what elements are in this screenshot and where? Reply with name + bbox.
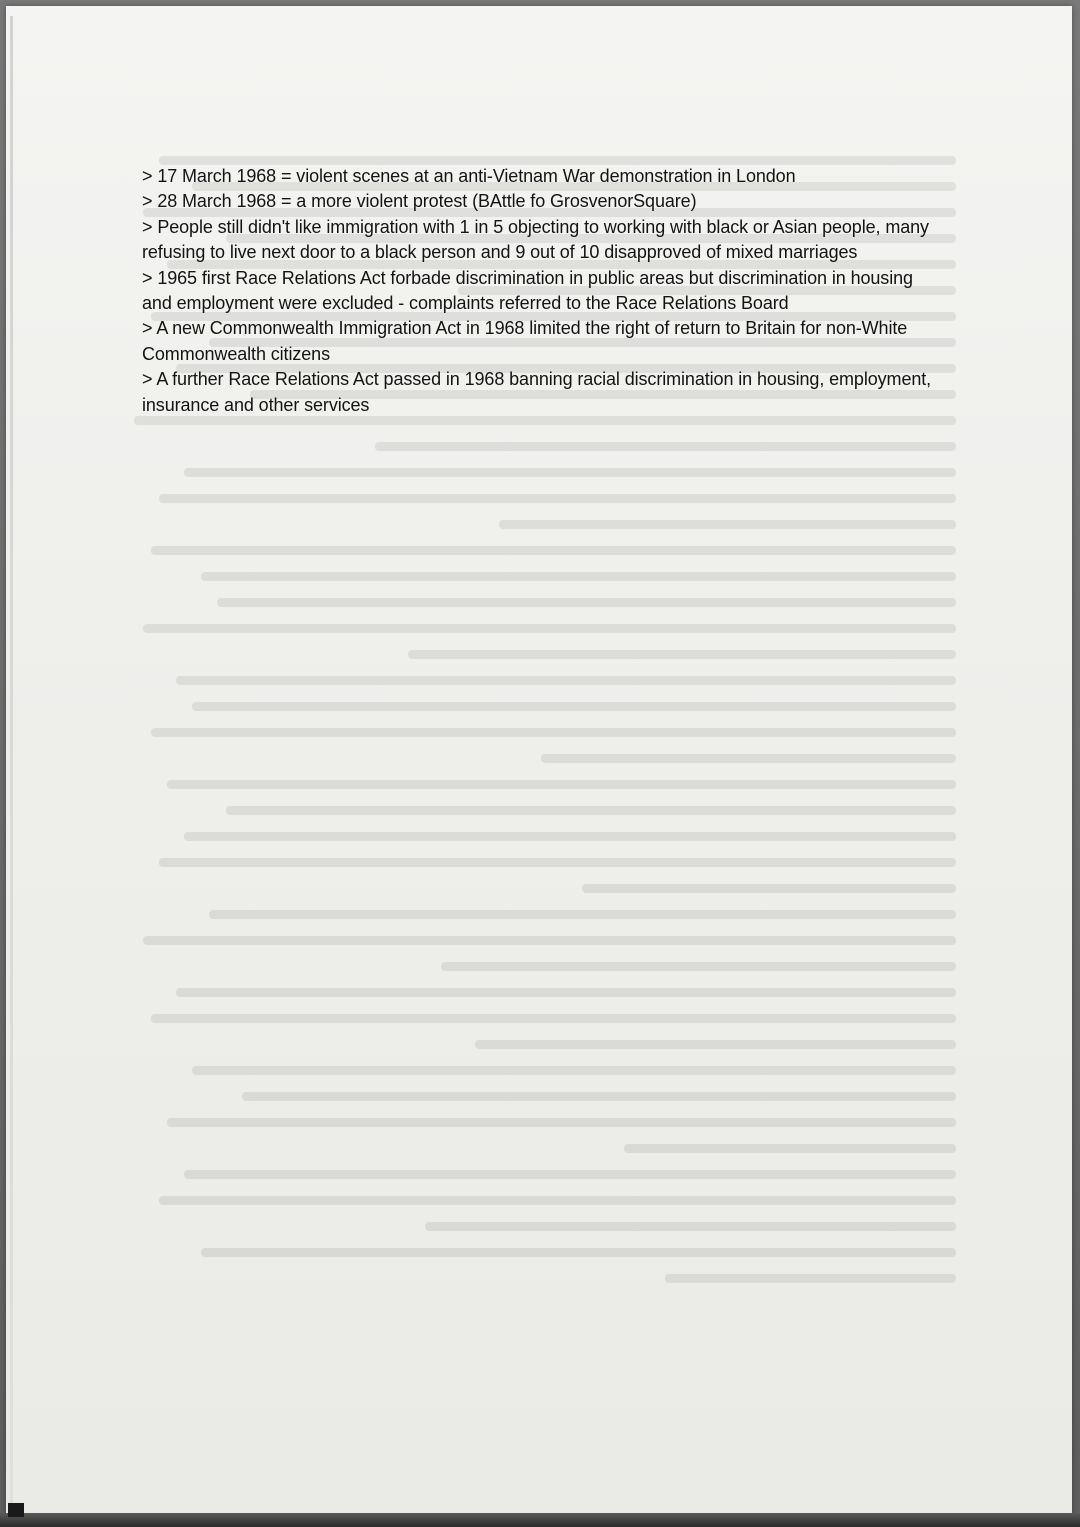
paper-sheet bbox=[6, 6, 1072, 1514]
note-item: > A new Commonwealth Immigration Act in 1968 limited the right of return to Britain for non-White Commonwealth citizens bbox=[142, 318, 908, 364]
note-item: > People still didn't like immigration with 1 in 5 objecting to working with black or Asian people, many refusing to live next door to a black person and 9 out of 10 disapproved of mixed marriages bbox=[142, 216, 929, 263]
notes-list bbox=[142, 164, 932, 418]
note-item: > A further Race Relations Act passed in 1968 banning racial discrimination in housing, employment, insurance and other services bbox=[142, 369, 932, 415]
paper-edge bbox=[10, 16, 13, 1506]
photo-bottom-shadow bbox=[0, 1513, 1080, 1527]
note-item: > 17 March 1968 = violent scenes at an anti-Vietnam War demonstration in London bbox=[142, 166, 796, 186]
corner-mark bbox=[8, 1503, 24, 1517]
note-item: > 1965 first Race Relations Act forbade discrimination in public areas but discrimination in housing and employment were excluded - complaints referred to the Race Relations Board bbox=[142, 267, 913, 314]
note-item: > 28 March 1968 = a more violent protest (BAttle fo GrosvenorSquare) bbox=[142, 191, 697, 212]
